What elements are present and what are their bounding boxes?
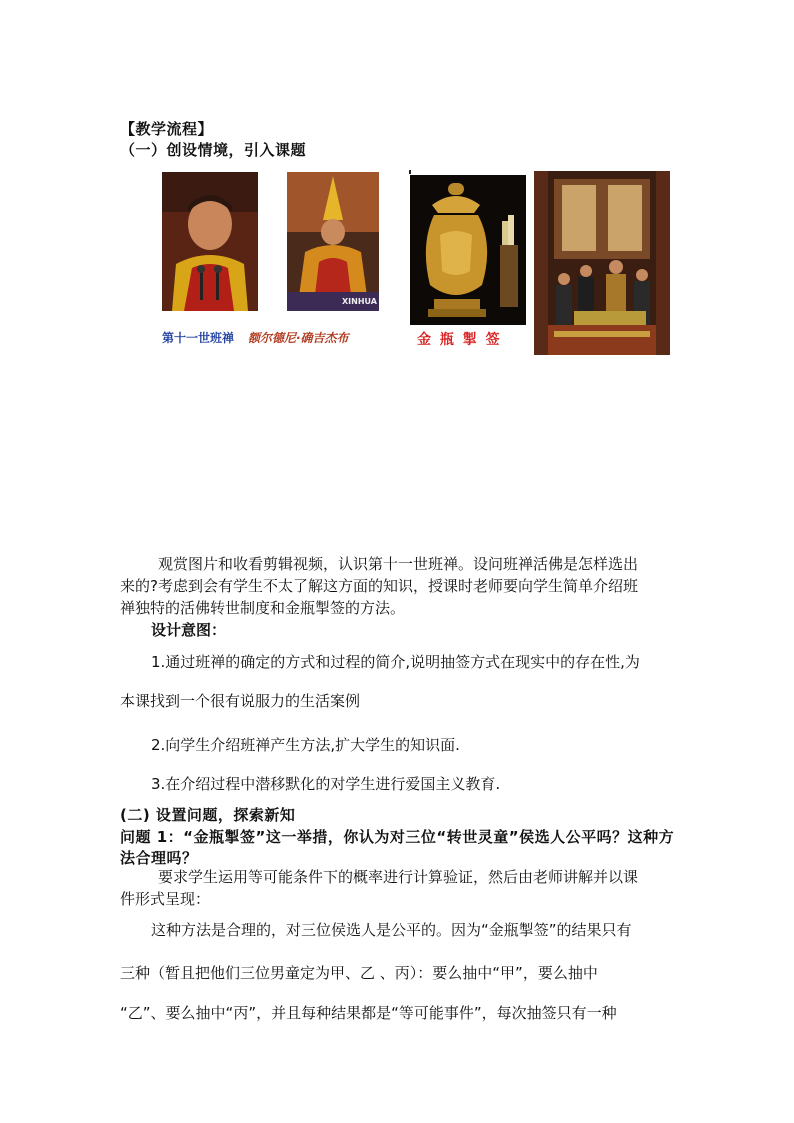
intro-line-2: 来的?考虑到会有学生不太了解这方面的知识，授课时老师要向学生简单介绍班: [120, 577, 638, 595]
requirement-line-2: 件形式呈现：: [120, 890, 211, 908]
subsection-title-1: （一）创设情境，引入课题: [120, 141, 307, 159]
requirement-line-1: 要求学生运用等可能条件下的概率进行计算验证，然后由老师讲解并以课: [158, 868, 639, 886]
intro-line-3: 禅独特的活佛转世制度和金瓶掣签的方法。: [120, 599, 406, 617]
question-1-line-2: 法合理吗？: [120, 849, 198, 867]
intent-1-line-2: 本课找到一个很有说服力的生活案例: [120, 692, 361, 710]
panchen-portrait-photo: [162, 172, 258, 311]
design-intent-label: 设计意图：: [151, 621, 227, 639]
answer-line-1: 这种方法是合理的，对三位侯选人是公平的。因为“金瓶掣签”的结果只有: [151, 921, 632, 939]
intent-2: 2.向学生介绍班禅产生方法,扩大学生的知识面.: [151, 736, 460, 754]
caption-eleventh-panchen: 第十一世班禅: [162, 331, 235, 345]
image-marker: [409, 170, 411, 174]
golden-urn-photo: [410, 175, 526, 325]
lama-yellow-hat-photo: XINHUA: [287, 172, 379, 311]
answer-line-2: 三种（暂且把他们三位男童定为甲、乙 、丙）：要么抽中“甲”，要么抽中: [120, 964, 598, 982]
ceremony-scene-photo: [534, 171, 670, 355]
intro-line-1: 观赏图片和收看剪辑视频，认识第十一世班禅。设问班禅活佛是怎样选出: [158, 555, 639, 573]
intent-1-line-1: 1.通过班禅的确定的方式和过程的简介,说明抽签方式在现实中的存在性,为: [151, 653, 640, 671]
caption-panchen-name: 额尔德尼·确吉杰布: [248, 331, 349, 345]
answer-line-3: “乙”、要么抽中“丙”，并且每种结果都是“等可能事件”，每次抽签只有一种: [120, 1004, 617, 1022]
intent-3: 3.在介绍过程中潜移默化的对学生进行爱国主义教育.: [151, 775, 501, 793]
subsection-title-2: (二) 设置问题，探索新知: [120, 806, 296, 824]
caption-golden-urn: 金 瓶 掣 签: [417, 332, 502, 348]
section-header: 【教学流程】: [120, 120, 214, 138]
question-1-line-1: 问题 1：“金瓶掣签”这一举措，你认为对三位“转世灵童”侯选人公平吗？这种方: [120, 828, 675, 846]
